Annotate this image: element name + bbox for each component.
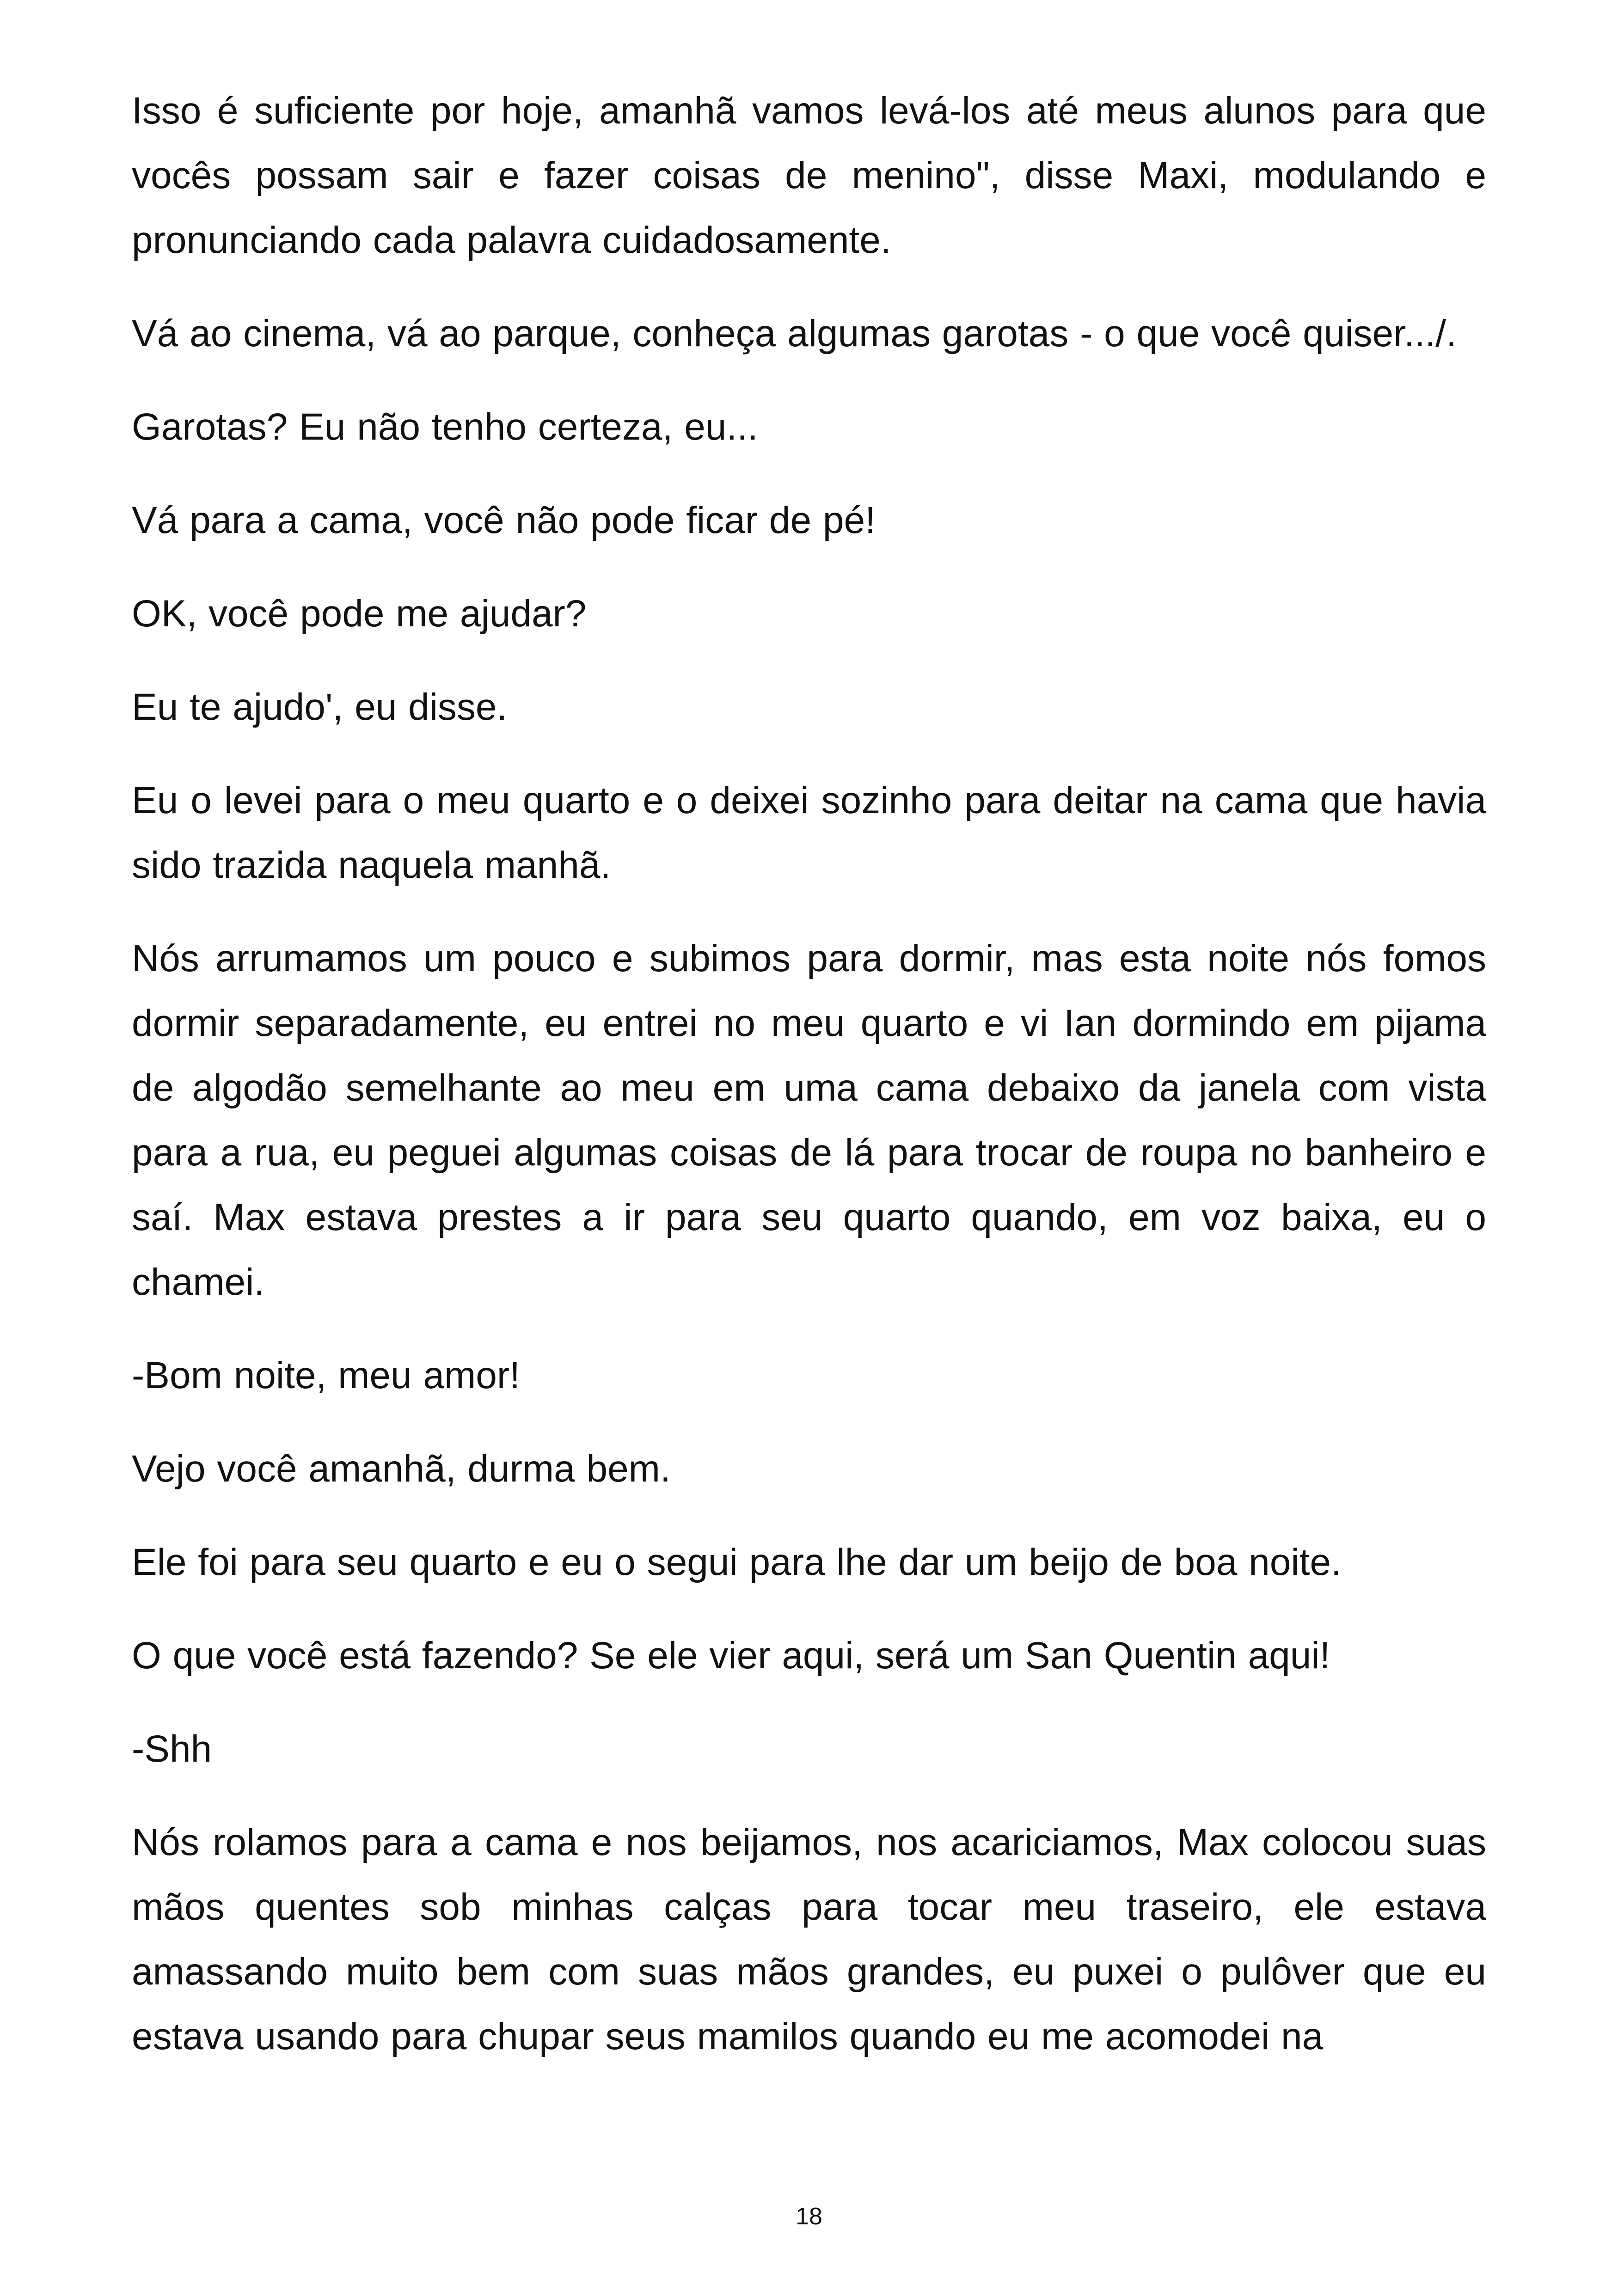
body-text xyxy=(132,79,1486,2098)
page-number: 18 xyxy=(796,2203,822,2230)
paragraph: Garotas? Eu não tenho certeza, eu... xyxy=(132,406,758,448)
paragraph: Eu te ajudo', eu disse. xyxy=(132,686,508,728)
paragraph: Eu o levei para o meu quarto e o deixei sozinho para deitar na cama que havia sido trazida naquela manhã. xyxy=(132,779,1486,886)
paragraph: OK, você pode me ajudar? xyxy=(132,593,587,635)
paragraph: Nós rolamos para a cama e nos beijamos, nos acariciamos, Max colocou suas mãos quentes sob minhas calças para tocar meu traseiro, ele estava amassando muito bem com suas mãos grandes, eu puxei o pulôver que eu estava usando para chupar seus mamilos quando eu me acomodei na xyxy=(132,1821,1486,2057)
paragraph: O que você está fazendo? Se ele vier aqui, será um San Quentin aqui! xyxy=(132,1635,1330,1677)
paragraph: Vejo você amanhã, durma bem. xyxy=(132,1448,671,1490)
paragraph: Vá para a cama, você não pode ficar de pé! xyxy=(132,499,876,541)
paragraph: Vá ao cinema, vá ao parque, conheça algumas garotas - o que você quiser.../. xyxy=(132,312,1457,355)
paragraph: -Shh xyxy=(132,1728,212,1770)
paragraph: Ele foi para seu quarto e eu o segui para lhe dar um beijo de boa noite. xyxy=(132,1541,1342,1583)
paragraph: -Bom noite, meu amor! xyxy=(132,1354,520,1396)
paragraph: Isso é suficiente por hoje, amanhã vamos levá-los até meus alunos para que vocês possam sair e fazer coisas de menino", disse Maxi, modulando e pronunciando cada palavra cuidadosamente. xyxy=(132,90,1486,261)
paragraph: Nós arrumamos um pouco e subimos para dormir, mas esta noite nós fomos dormir separadamente, eu entrei no meu quarto e vi Ian dormindo em pijama de algodão semelhante ao meu em uma cama debaixo da janela com vista para a rua, eu peguei algumas coisas de lá para trocar de roupa no banheiro e saí. Max estava prestes a ir para seu quarto quando, em voz baixa, eu o chamei. xyxy=(132,937,1486,1303)
